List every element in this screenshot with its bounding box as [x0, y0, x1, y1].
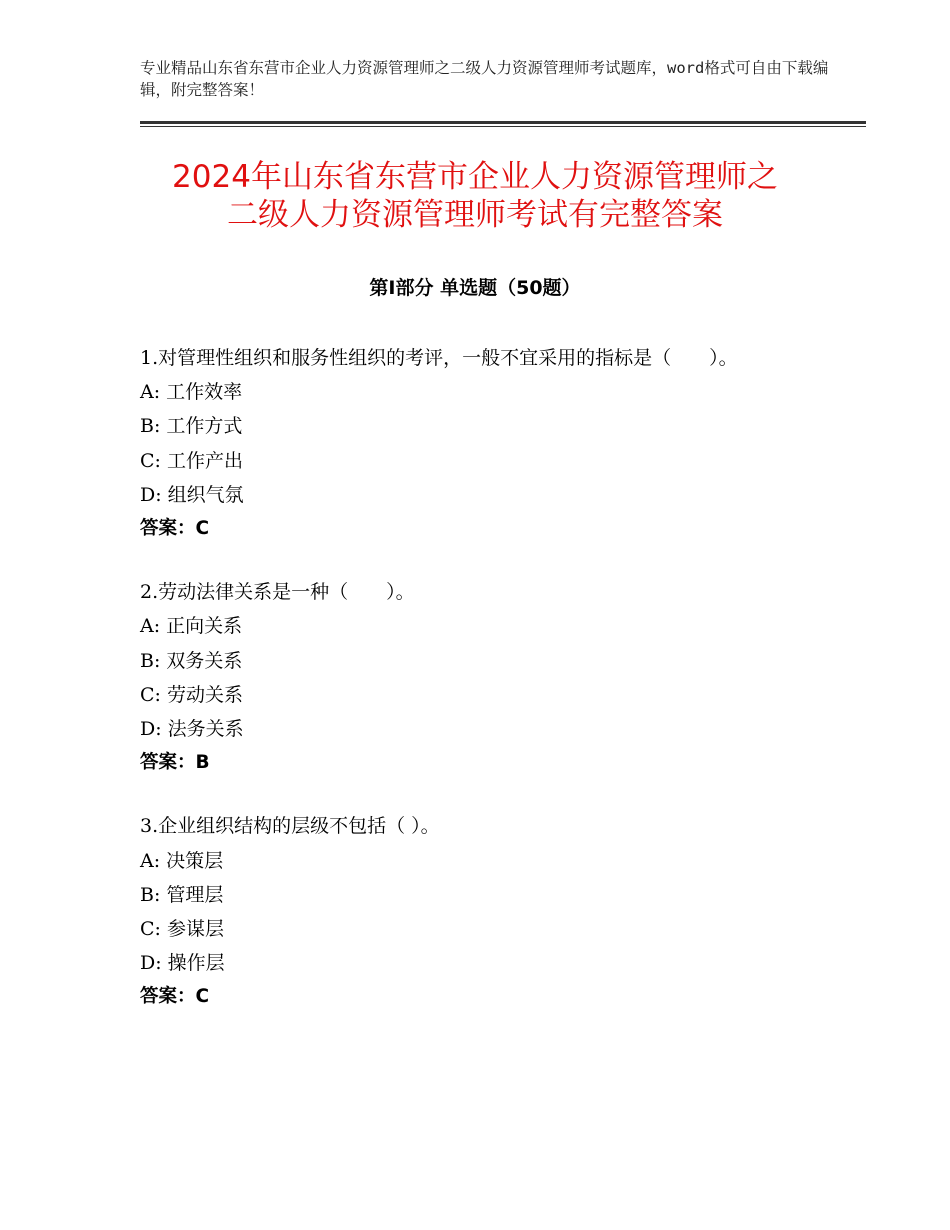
- option-c: C: 工作产出: [140, 449, 243, 472]
- option-a: A: 工作效率: [140, 381, 243, 404]
- question-2: [140, 575, 840, 780]
- option-d: D: 操作层: [140, 952, 225, 975]
- option-a: A: 正向关系: [140, 615, 243, 638]
- answer-line: 答案：C: [140, 986, 210, 1008]
- section-title: 第Ⅰ部分 单选题（50题）: [369, 277, 581, 299]
- answer-line: 答案：B: [140, 752, 210, 774]
- question-3: [140, 809, 840, 1014]
- option-c: C: 参谋层: [140, 918, 224, 941]
- header-note: 专业精品山东省东营市企业人力资源管理师之二级人力资源管理师考试题库，word格式可自由下载编辑，附完整答案！: [140, 59, 829, 99]
- title-line-1: 2024年山东省东营市企业人力资源管理师之: [172, 159, 778, 195]
- question-1: [140, 341, 840, 546]
- question-stem: 1.对管理性组织和服务性组织的考评，一般不宜采用的指标是（ ）。: [140, 347, 738, 369]
- question-list: [140, 341, 840, 1044]
- option-b: B: 双务关系: [140, 649, 243, 672]
- option-d: D: 组织气氛: [140, 483, 244, 506]
- question-stem: 3.企业组织结构的层级不包括（ ）。: [140, 815, 440, 838]
- header-rule-thick: [140, 121, 866, 124]
- question-stem: 2.劳动法律关系是一种（ ）。: [140, 581, 415, 604]
- option-c: C: 劳动关系: [140, 683, 243, 706]
- document-title: [100, 158, 850, 234]
- option-b: B: 管理层: [140, 883, 224, 906]
- option-b: B: 工作方式: [140, 415, 243, 438]
- header-rule-thin: [140, 126, 866, 127]
- option-a: A: 决策层: [140, 849, 224, 872]
- answer-line: 答案：C: [140, 518, 210, 540]
- title-line-2: 二级人力资源管理师考试有完整答案: [227, 197, 723, 233]
- option-d: D: 法务关系: [140, 718, 244, 741]
